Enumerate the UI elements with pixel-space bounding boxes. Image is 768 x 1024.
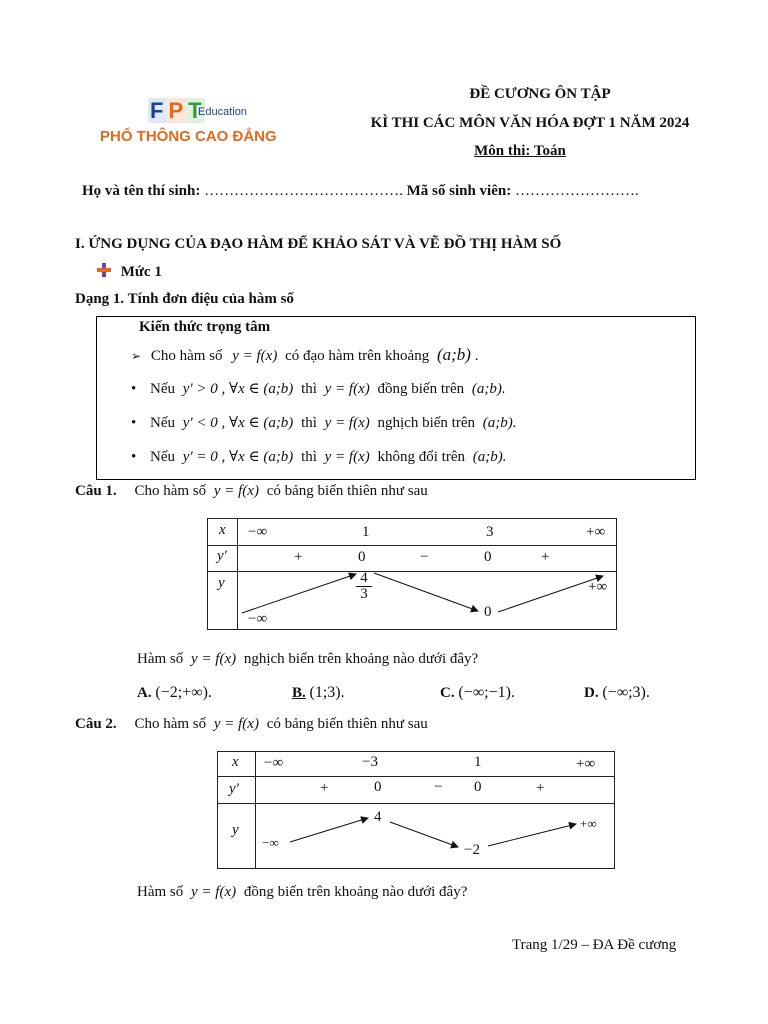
- q2-yprime-value: +: [320, 780, 329, 796]
- q1-x-value: +∞: [586, 524, 606, 540]
- level-label: Mức 1: [120, 264, 162, 280]
- logo-subtitle: PHỔ THÔNG CAO ĐẲNG: [100, 128, 277, 145]
- q1-question-post: nghịch biến trên khoảng nào dưới đây?: [243, 651, 479, 667]
- dang-title: Dạng 1. Tính đơn điệu của hàm số: [75, 291, 294, 307]
- knowledge-item: [131, 413, 517, 432]
- q1-option-c[interactable]: [440, 684, 515, 702]
- option-value: (1;3).: [309, 684, 345, 701]
- q1-yprime-value: +: [294, 549, 303, 565]
- q2-x-value: +∞: [576, 756, 596, 772]
- q1-y-max-numerator: 4: [356, 571, 372, 587]
- item-then: thì: [301, 449, 317, 465]
- q1-stem-pre: Cho hàm số: [134, 483, 207, 499]
- dot-bullet-icon: •: [131, 415, 137, 431]
- q1-y-end: +∞: [588, 579, 608, 595]
- option-value: (−∞;−1).: [458, 684, 515, 701]
- q1-x-value: 3: [486, 524, 494, 540]
- intro-function: y = f(x): [232, 348, 278, 364]
- knowledge-item: [131, 379, 506, 398]
- q2-variation-table: [217, 751, 615, 869]
- intro-end: .: [474, 348, 479, 364]
- q1-stem-post: có bảng biến thiên như sau: [266, 483, 428, 499]
- q1-option-d[interactable]: [584, 684, 650, 702]
- option-value: (−∞;3).: [602, 684, 650, 701]
- q2-function: y = f(x): [213, 716, 259, 732]
- item-function: y = f(x): [324, 449, 370, 465]
- item-then: thì: [301, 415, 317, 431]
- q1-variation-table: [207, 518, 617, 630]
- q1-label-y: y: [218, 575, 225, 591]
- student-id-dots: …………………….: [514, 183, 639, 199]
- knowledge-title: Kiến thức trọng tâm: [139, 319, 271, 335]
- item-interval: (a;b).: [482, 415, 517, 431]
- q2-y-min: −2: [464, 842, 480, 858]
- item-result: nghịch biến trên: [377, 415, 475, 431]
- q2-stem-pre: Cho hàm số: [134, 716, 207, 732]
- q2-yprime-value: +: [536, 780, 545, 796]
- q2-question-post: đồng biến trên khoảng nào dưới đây?: [243, 884, 468, 900]
- q1-question-function: y = f(x): [191, 651, 237, 667]
- item-pre: Nếu: [150, 415, 176, 431]
- intro-interval: (a;b): [436, 345, 471, 364]
- logo-letter-f: F: [150, 98, 165, 123]
- item-result: đồng biến trên: [377, 381, 465, 397]
- q1-arrows: [208, 519, 616, 629]
- q2-yprime-value: −: [434, 779, 443, 795]
- q2-question: [137, 884, 467, 901]
- q2-question-pre: Hàm số: [137, 884, 184, 900]
- q1-y-min: 0: [484, 604, 492, 620]
- q1-question-pre: Hàm số: [137, 651, 184, 667]
- q1-option-a[interactable]: [137, 684, 212, 702]
- q2-label-y: y: [232, 822, 239, 838]
- q1-stem: [75, 483, 428, 500]
- header-line-1: ĐỀ CƯƠNG ÔN TẬP: [469, 86, 611, 102]
- logo-education-text: Education: [198, 106, 247, 118]
- q1-function: y = f(x): [213, 483, 259, 499]
- q2-label: Câu 2.: [75, 716, 117, 732]
- logo-letter-t: T: [188, 98, 203, 123]
- q2-y-max: 4: [374, 809, 382, 825]
- q2-yprime-value: 0: [474, 779, 482, 795]
- q2-x-value: −∞: [264, 755, 284, 771]
- intro-text-mid: có đạo hàm trên khoảng: [285, 348, 430, 364]
- logo-letter-p: P: [168, 98, 185, 123]
- student-name-label: Họ và tên thí sinh:: [82, 183, 201, 199]
- option-letter: D.: [584, 685, 599, 701]
- q1-x-value: −∞: [248, 524, 268, 540]
- level-line: [97, 263, 162, 281]
- dot-bullet-icon: •: [131, 449, 137, 465]
- q1-label-yprime: y′: [217, 548, 227, 564]
- item-pre: Nếu: [150, 381, 176, 397]
- item-condition: y' = 0 , ∀x ∈ (a;b): [182, 449, 294, 465]
- q1-option-b[interactable]: [292, 684, 345, 702]
- knowledge-box: [96, 316, 696, 480]
- q2-stem: [75, 716, 428, 733]
- q2-label-yprime: y′: [229, 781, 239, 797]
- item-interval: (a;b).: [472, 449, 507, 465]
- header-line-2: KÌ THI CÁC MÔN VĂN HÓA ĐỢT 1 NĂM 2024: [370, 115, 690, 131]
- q1-y-max-fraction: [356, 571, 372, 602]
- item-result: không đổi trên: [377, 449, 466, 465]
- option-letter: C.: [440, 685, 455, 701]
- q1-label-x: x: [219, 522, 226, 538]
- q1-yprime-value: 0: [484, 549, 492, 565]
- student-info-line: [82, 183, 639, 200]
- student-name-dots: ………………………………….: [204, 183, 403, 199]
- page-footer: Trang 1/29 – ĐA Đề cương: [512, 937, 677, 953]
- arrow-bullet-icon: ➢: [131, 349, 142, 363]
- q2-yprime-value: 0: [374, 779, 382, 795]
- item-interval: (a;b).: [471, 381, 506, 397]
- q2-label-x: x: [232, 754, 239, 770]
- q1-yprime-value: 0: [358, 549, 366, 565]
- item-function: y = f(x): [324, 415, 370, 431]
- q2-question-function: y = f(x): [191, 884, 237, 900]
- item-condition: y' < 0 , ∀x ∈ (a;b): [182, 415, 294, 431]
- item-pre: Nếu: [150, 449, 176, 465]
- section-title: I. ỨNG DỤNG CỦA ĐẠO HÀM ĐỂ KHẢO SÁT VÀ VẼ ĐỒ THỊ HÀM SỐ: [75, 236, 562, 252]
- q1-yprime-value: −: [420, 549, 429, 565]
- item-then: thì: [301, 381, 317, 397]
- option-letter-correct: B.: [292, 685, 306, 701]
- q1-y-start: −∞: [248, 611, 268, 627]
- dot-bullet-icon: •: [131, 381, 137, 397]
- q1-x-value: 1: [362, 524, 370, 540]
- option-letter: A.: [137, 685, 152, 701]
- q2-y-end: +∞: [580, 816, 597, 831]
- q1-label: Câu 1.: [75, 483, 117, 499]
- knowledge-intro: [131, 345, 478, 365]
- q2-stem-post: có bảng biến thiên như sau: [266, 716, 428, 732]
- q2-y-start: −∞: [262, 835, 279, 850]
- q2-x-value: 1: [474, 754, 482, 770]
- knowledge-item: [131, 447, 507, 466]
- q1-y-max-denominator: 3: [360, 586, 368, 602]
- item-function: y = f(x): [324, 381, 370, 397]
- q1-question: [137, 651, 478, 668]
- q2-x-value: −3: [362, 754, 378, 770]
- q1-yprime-value: +: [541, 549, 550, 565]
- student-id-label: Mã số sinh viên:: [406, 183, 512, 199]
- item-condition: y' > 0 , ∀x ∈ (a;b): [182, 381, 294, 397]
- intro-text-pre: Cho hàm số: [150, 348, 223, 364]
- option-value: (−2;+∞).: [155, 684, 212, 701]
- header-line-3: Môn thi: Toán: [474, 143, 566, 159]
- cross-bullet-icon: [97, 263, 111, 277]
